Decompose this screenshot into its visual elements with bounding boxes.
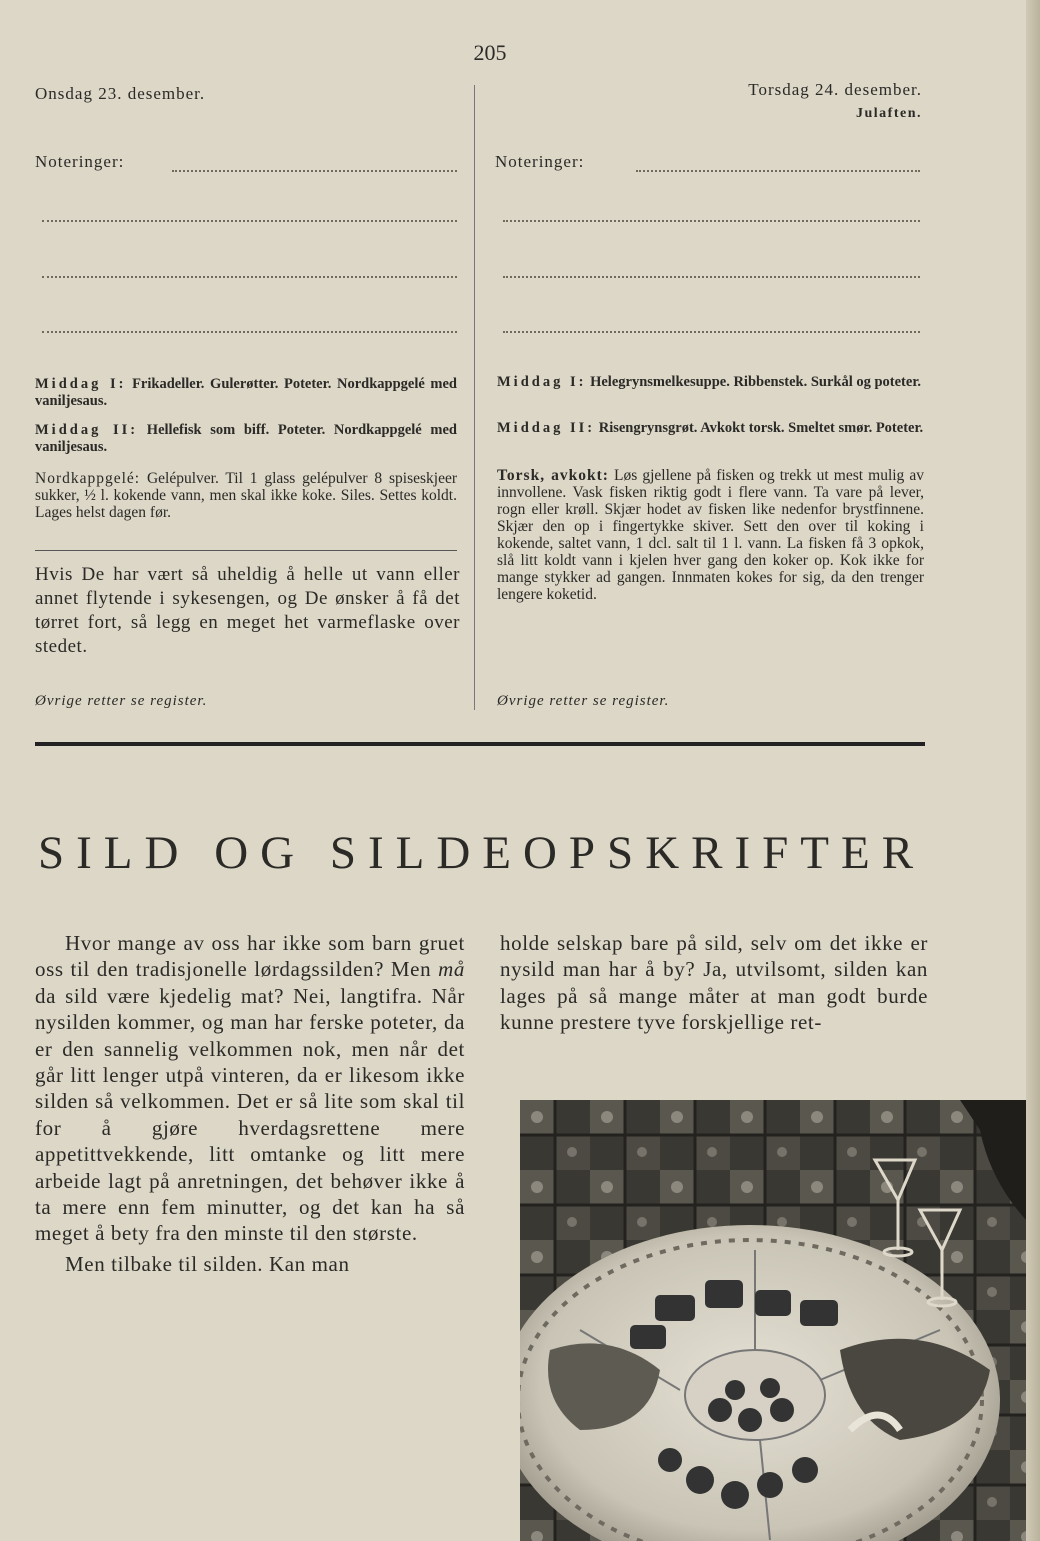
right-recipe-title: Torsk, avkokt: xyxy=(497,467,609,484)
herring-platter-photo xyxy=(520,1100,1026,1541)
herring-platter-image xyxy=(520,1100,1026,1541)
left-notes-label: Noteringer: xyxy=(35,152,125,171)
left-menu-1-label: Middag I: xyxy=(35,376,127,392)
left-day-heading: Onsdag 23. desember. xyxy=(35,84,206,103)
left-menu-1-text: Frikadeller. Gulerøtter. Poteter. Nordkappgelé med vaniljesaus. xyxy=(35,376,457,409)
section-bar xyxy=(35,742,925,746)
left-rule xyxy=(35,550,457,551)
left-menu-1 xyxy=(35,376,457,410)
article-text-a: Hvor mange av oss har ikke som barn gruet oss til den tradisjonelle lørdagssilden? Men xyxy=(35,931,465,982)
left-menu-2 xyxy=(35,422,457,456)
right-menu-1-label: Middag I: xyxy=(497,374,587,390)
right-subtitle: Julaften. xyxy=(856,106,922,121)
article-text-b: da sild være kjedelig mat? Nei, langtifra. Når nysilden kommer, og man har ferske poteter, da er den sannelig velkommen nok, men når det går litt lenger utpå vinteren, da er likesom ikke silden så velkommen. Det er så lite som skal til for å gjøre hverdagsrettene mere appetittvekkende, litt omtanke og litt mere arbeide lagt på anretningen, det behøver ikke å ta mere enn fem minutter, og det kan ha så meget å bety fra den minste til den største. xyxy=(35,983,465,1246)
article-column-2: holde selskap bare på sild, selv om det ikke er nysild man har å by? Ja, utvilsomt, silden kan lages på så mange måter at man godt burde kunne prestere tyve forskjellige ret- xyxy=(500,931,928,1035)
right-notes-line-2 xyxy=(503,220,920,222)
left-menu-2-label: Middag II: xyxy=(35,422,139,438)
right-notes-label: Noteringer: xyxy=(495,152,585,171)
article-paragraph-1 xyxy=(35,930,465,1247)
right-menu-2 xyxy=(497,420,924,437)
right-menu-2-text: Risengrynsgrøt. Avkokt torsk. Smeltet smør. Poteter. xyxy=(598,420,924,436)
page-number: 205 xyxy=(473,40,507,65)
left-notes-line-4 xyxy=(42,331,457,333)
right-menu-1 xyxy=(497,374,924,391)
page-edge xyxy=(1026,0,1040,1541)
right-recipe-text: Løs gjellene på fisken og trekk ut mest mulig av innvollene. Vask fisken riktig godt i flere vann. Ta vare på lever, rogn eller krøll. Skjær hodet av fisken like nedenfor brystfinnene. Skjær den op i fingertykke skiver. Sett den over til koking i kokende, saltet vann, 1 dcl. salt til 1 l. vann. La fisken få 3 opkok, slå litt koldt vann i kjelen hver gang den koker op. Kok ikke for mange stykker ad gangen. Innmaten kokes for sig, da den trenger lengere koketid. xyxy=(497,467,925,603)
left-notes-line-3 xyxy=(42,276,457,278)
left-notes-line-1 xyxy=(172,170,457,172)
right-menu-2-label: Middag II: xyxy=(497,420,596,436)
right-day-heading: Torsdag 24. desember. xyxy=(748,80,922,99)
right-menu-1-text: Helegrynsmelkesuppe. Ribbenstek. Surkål og poteter. xyxy=(590,374,922,390)
left-notes-line-2 xyxy=(42,220,457,222)
right-recipe xyxy=(497,467,924,603)
article-title: SILD OG SILDEOPSKRIFTER xyxy=(38,827,926,879)
left-recipe-title: Nordkappgelé: xyxy=(35,470,141,487)
left-recipe-text: Gelépulver. Til 1 glass gelépulver 8 spiseskjeer sukker, ½ l. kokende vann, men skal ikke koke. Siles. Settes koldt. Lages helst dagen før. xyxy=(35,470,458,521)
left-menu-2-text: Hellefisk som biff. Poteter. Nordkappgelé med vaniljesaus. xyxy=(35,422,457,455)
left-other-dishes: Øvrige retter se register. xyxy=(35,693,208,709)
right-notes-line-4 xyxy=(503,331,920,333)
right-notes-line-3 xyxy=(503,276,920,278)
article-column-1 xyxy=(35,930,465,1277)
column-divider xyxy=(474,85,475,710)
article-paragraph-2: Men tilbake til silden. Kan man xyxy=(65,1251,350,1276)
right-notes-line-1 xyxy=(636,170,920,172)
left-recipe xyxy=(35,470,457,521)
right-other-dishes: Øvrige retter se register. xyxy=(497,693,670,709)
article-emphasis: må xyxy=(438,957,465,982)
left-tip: Hvis De har vært så uheldig å helle ut vann eller annet flytende i sykesengen, og De ønsker å få det tørret fort, så legg en meget het varmeflaske over stedet. xyxy=(35,564,460,657)
